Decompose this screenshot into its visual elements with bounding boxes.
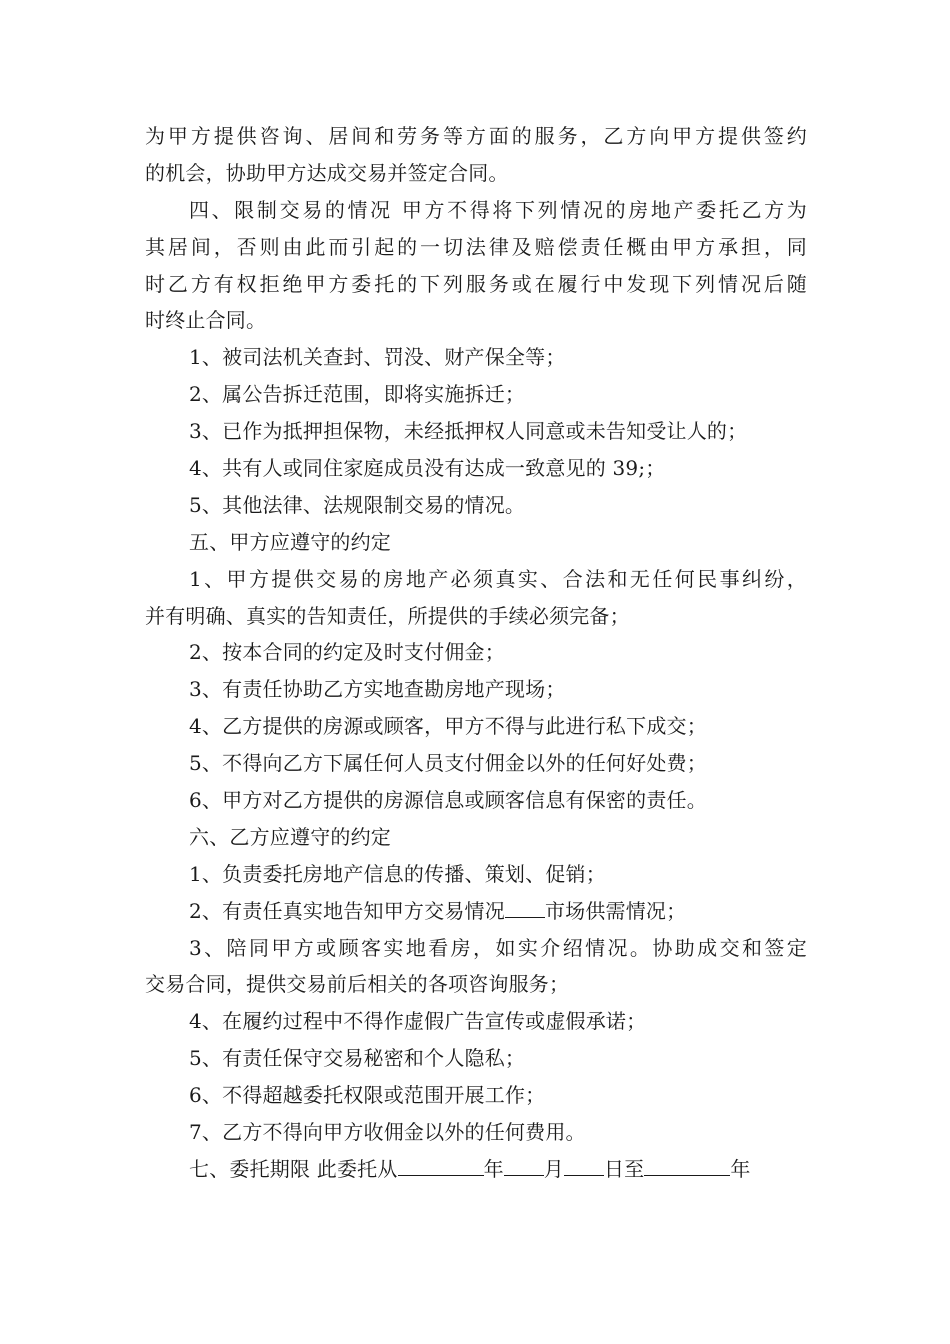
list-item: 2、属公告拆迁范围，即将实施拆迁； (189, 382, 526, 407)
list-item: 5、不得向乙方下属任何人员支付佣金以外的任何好处费； (189, 751, 707, 776)
month-blank (504, 1153, 544, 1176)
list-item: 4、乙方提供的房源或顾客，甲方不得与此进行私下成交； (189, 714, 707, 739)
list-item: 1、负责委托房地产信息的传播、策划、促销； (189, 861, 606, 886)
document-body (145, 118, 807, 1188)
paragraph-line: 时乙方有权拒绝甲方委托的下列服务或在履行中发现下列情况后随 (145, 271, 807, 296)
year-blank (398, 1153, 484, 1176)
list-item: 1、被司法机关查封、罚没、财产保全等； (189, 345, 566, 370)
day-blank (564, 1153, 604, 1176)
list-item: 1、甲方提供交易的房地产必须真实、合法和无任何民事纠纷， (189, 566, 807, 591)
end-year-blank (644, 1153, 730, 1176)
list-item: 3、陪同甲方或顾客实地看房，如实介绍情况。协助成交和签定 (189, 935, 807, 960)
section-six-heading: 六、乙方应遵守的约定 (189, 824, 391, 849)
list-item: 3、已作为抵押担保物，未经抵押权人同意或未告知受让人的； (189, 419, 748, 444)
list-item: 6、不得超越委托权限或范围开展工作； (189, 1083, 546, 1108)
list-item: 4、共有人或同住家庭成员没有达成一致意见的 39;； (189, 456, 666, 481)
list-item-continuation: 交易合同，提供交易前后相关的各项咨询服务； (145, 972, 570, 997)
year-label: 年 (483, 1156, 504, 1181)
paragraph-line: 其居间，否则由此而引起的一切法律及赔偿责任概由甲方承担，同 (145, 234, 807, 259)
list-item-text: 市场供需情况； (544, 898, 687, 923)
end-year-label: 年 (730, 1156, 751, 1181)
paragraph-line: 时终止合同。 (145, 308, 267, 333)
list-item-text: 2、有责任真实地告知甲方交易情况 (189, 898, 505, 923)
section-seven-line (145, 1151, 807, 1188)
list-item: 2、按本合同的约定及时支付佣金； (189, 640, 505, 665)
section-seven-prefix: 七、委托期限 此委托从 (189, 1156, 398, 1181)
list-item-with-blank (145, 893, 807, 930)
paragraph-line: 的机会，协助甲方达成交易并签定合同。 (145, 160, 509, 185)
list-item: 4、在履约过程中不得作虚假广告宣传或虚假承诺； (189, 1009, 647, 1034)
list-item: 3、有责任协助乙方实地查勘房地产现场； (189, 677, 566, 702)
list-item-continuation: 并有明确、真实的告知责任，所提供的手续必须完备； (145, 603, 630, 628)
list-item: 7、乙方不得向甲方收佣金以外的任何费用。 (189, 1120, 586, 1145)
day-to-label: 日至 (603, 1156, 645, 1181)
paragraph-line: 为甲方提供咨询、居间和劳务等方面的服务，乙方向甲方提供签约 (145, 124, 807, 148)
section-five-heading: 五、甲方应遵守的约定 (189, 529, 391, 554)
list-item: 5、其他法律、法规限制交易的情况。 (189, 492, 526, 517)
fill-in-blank (505, 895, 545, 918)
section-four-heading-line: 四、限制交易的情况 甲方不得将下列情况的房地产委托乙方为 (189, 197, 807, 222)
list-item: 6、甲方对乙方提供的房源信息或顾客信息有保密的责任。 (189, 788, 707, 813)
list-item: 5、有责任保守交易秘密和个人隐私； (189, 1046, 526, 1071)
month-label: 月 (543, 1156, 564, 1181)
